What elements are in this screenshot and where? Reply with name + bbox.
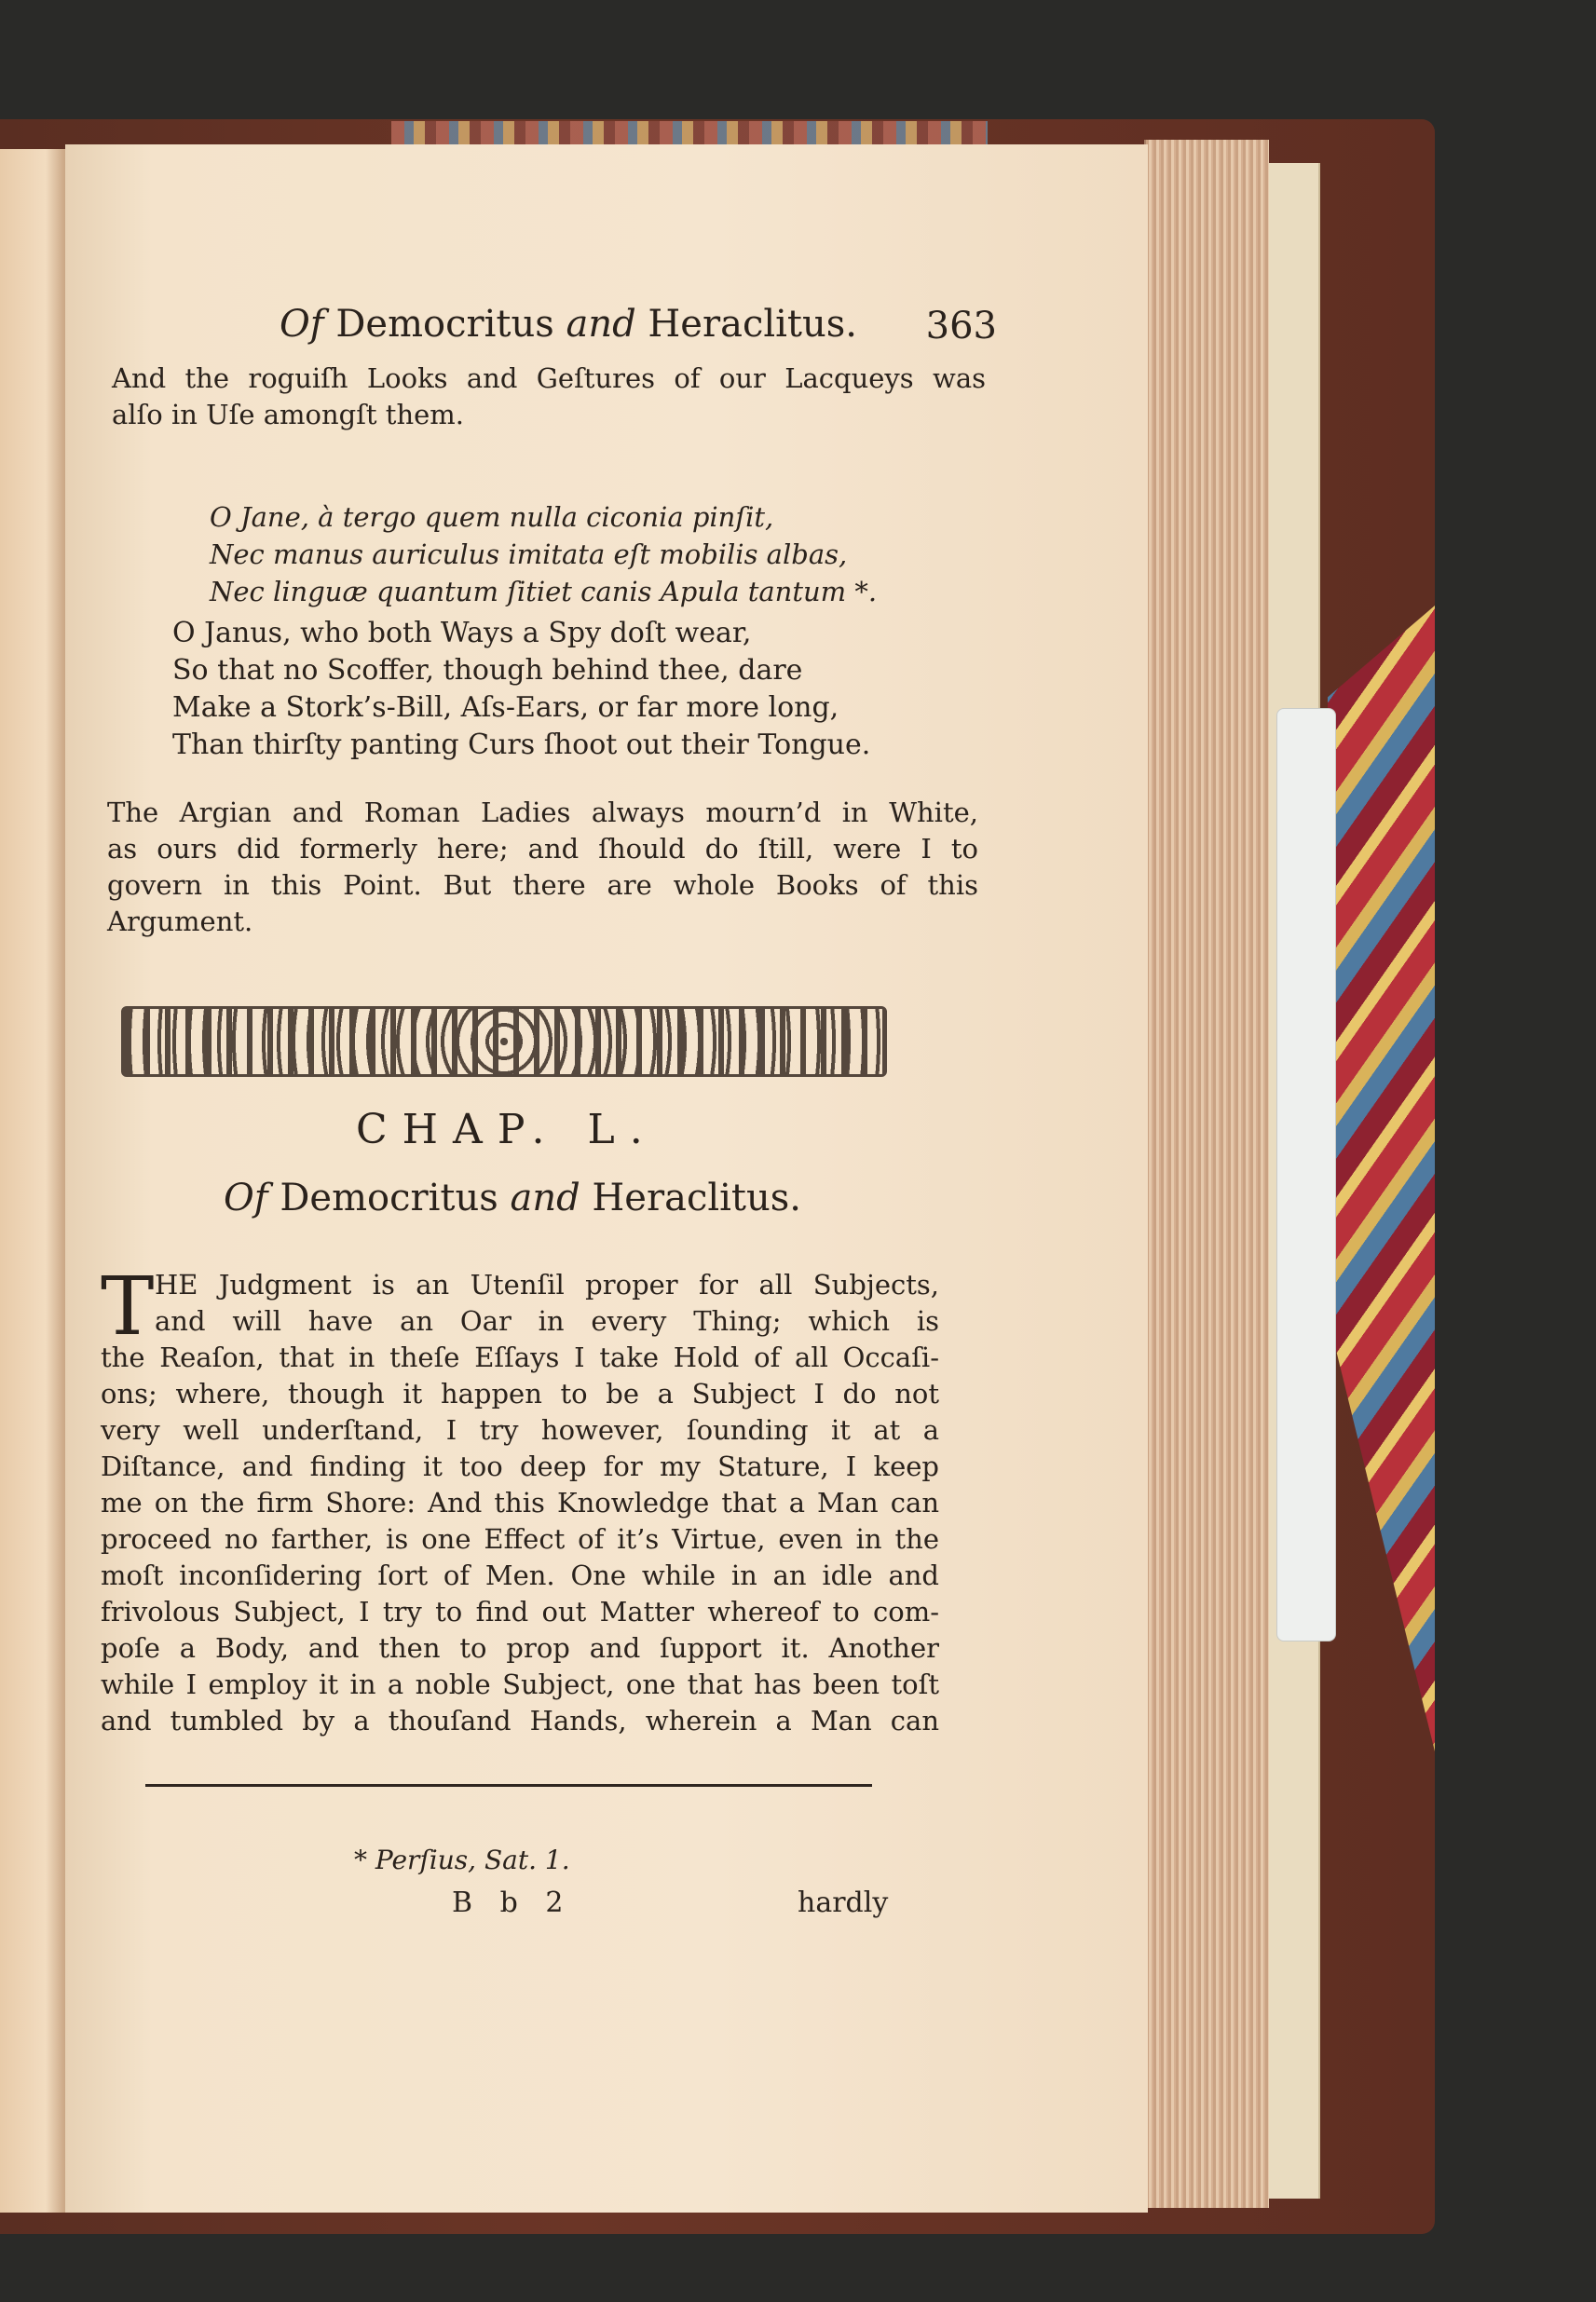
- text-line: the Reaſon, that in theſe Eſſays I take Hold of all Occaſi-: [101, 1342, 939, 1373]
- chapter-paragraph: [101, 1260, 939, 1739]
- text-line: Diſtance, and finding it too deep for my Stature, I keep: [101, 1451, 939, 1482]
- text-line: alſo in Uſe amongſt them.: [112, 399, 465, 430]
- text-line: The Argian and Roman Ladies always mourn’d in White,: [107, 797, 978, 828]
- verse-line: Than thirſty panting Curs ſhoot out their Tongue.: [172, 729, 871, 761]
- footnote: * Perſius, Sat. 1.: [354, 1845, 570, 1875]
- opening-text: [112, 361, 986, 433]
- chapter-number: CHAP. L.: [356, 1106, 658, 1153]
- verse-line: Nec manus auriculus imitata eſt mobilis albas,: [210, 538, 848, 570]
- text-line: govern in this Point. But there are whole Books of this: [107, 869, 978, 901]
- facing-page-edge: [0, 149, 65, 2213]
- printer-signature: B b 2: [452, 1887, 573, 1919]
- text-line: moſt inconſidering ſort of Men. One while in an idle and: [101, 1560, 939, 1591]
- running-head: [214, 303, 997, 359]
- book-page: [65, 144, 1148, 2213]
- text-line: and tumbled by a thouſand Hands, wherein a Man can: [101, 1705, 939, 1737]
- running-head-and: and: [566, 303, 636, 346]
- text-line: very well underſtand, I try however, ſounding it at a: [101, 1414, 939, 1446]
- running-head-title: [280, 303, 857, 346]
- text-line: frivolous Subject, I try to find out Matter whereof to com-: [101, 1596, 939, 1628]
- verse-line: Make a Stork’s-Bill, Aſs-Ears, or far more long,: [172, 691, 839, 724]
- running-head-democritus: Democritus: [335, 303, 554, 346]
- text-line: me on the firm Shore: And this Knowledge that a Man can: [101, 1487, 939, 1519]
- chapter-title-and: and: [510, 1177, 580, 1219]
- footnote-rule: [145, 1784, 872, 1787]
- latin-verse: [210, 498, 877, 610]
- text-line: And the roguiſh Looks and Geſtures of our Lacqueys was: [112, 362, 986, 394]
- text-line: and will have an Oar in every Thing; which is: [155, 1305, 939, 1337]
- verse-line: O Jane, à tergo quem nulla ciconia pinſit,: [210, 501, 774, 533]
- text-line: proceed no farther, is one Effect of it’s Virtue, even in the: [101, 1523, 939, 1555]
- catchword: hardly: [798, 1887, 889, 1919]
- text-line: poſe a Body, and then to prop and ſupport it. Another: [101, 1632, 939, 1664]
- text-line: ons; where, though it happen to be a Subject I do not: [101, 1378, 939, 1410]
- inserted-slip: [1276, 708, 1336, 1641]
- text-line: while I employ it in a noble Subject, one that has been toſt: [101, 1669, 939, 1700]
- text-line: as ours did formerly here; and ſhould do ſtill, were I to: [107, 833, 978, 865]
- running-head-of: Of: [280, 303, 324, 346]
- text-line: HE Judgment is an Utenſil proper for all Subjects,: [155, 1269, 939, 1301]
- chapter-title-of: Of: [224, 1177, 268, 1219]
- chapter-title-heraclitus: Heraclitus.: [592, 1177, 802, 1219]
- argian-paragraph: [107, 795, 978, 940]
- running-head-heraclitus: Heraclitus.: [648, 303, 858, 346]
- decorative-headpiece: [121, 1006, 887, 1077]
- page-block-edge: [1144, 140, 1269, 2208]
- drop-cap: T: [101, 1260, 155, 1354]
- chapter-title: [224, 1177, 801, 1219]
- verse-line: So that no Scoffer, though behind thee, dare: [172, 654, 803, 687]
- verse-line: O Janus, who both Ways a Spy doſt wear,: [172, 617, 752, 649]
- verse-line: Nec linguæ quantum ſitiet canis Apula tantum *.: [210, 576, 878, 607]
- chapter-title-democritus: Democritus: [280, 1177, 498, 1219]
- text-line: Argument.: [107, 906, 253, 937]
- english-verse: [172, 615, 870, 764]
- page-number: 363: [925, 305, 997, 347]
